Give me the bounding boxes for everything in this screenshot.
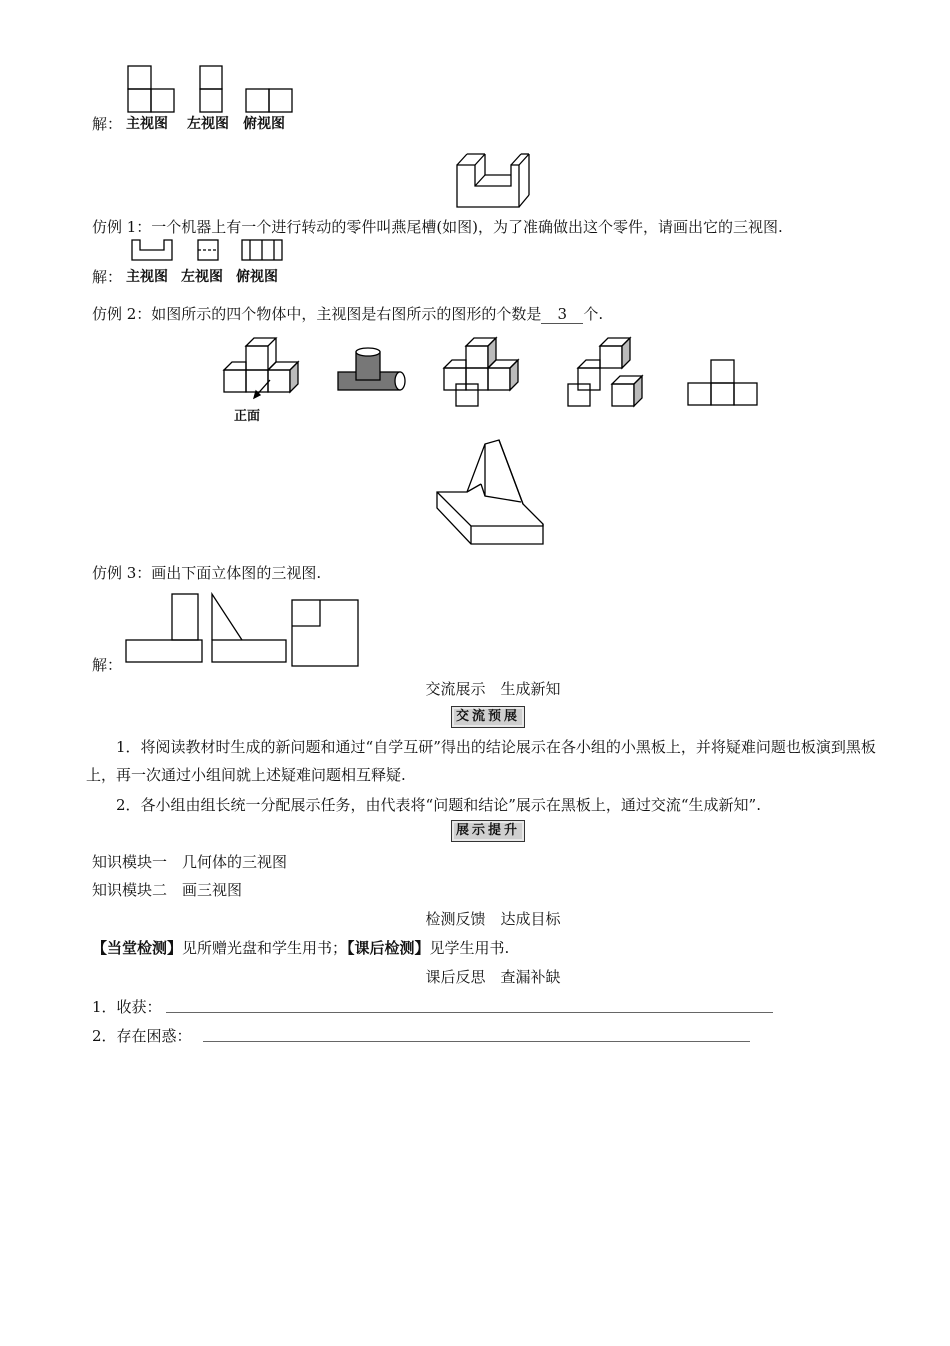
example2-text-after: 个. — [583, 305, 604, 323]
in-class-detection-text: 见所赠光盘和学生用书； — [182, 939, 348, 957]
dovetail-part-figure — [455, 150, 530, 210]
badge-show-improve: 展示提升 — [451, 820, 525, 842]
confusion-label: 2．存在困惑： — [92, 1027, 192, 1045]
left-view-label: 左视图 — [187, 116, 229, 132]
gain-label: 1．收获： — [92, 998, 162, 1016]
top-view-label: 俯视图 — [243, 116, 285, 132]
gain-answer-line[interactable] — [166, 1012, 773, 1013]
item2-paragraph: 2．各小组由组长统一分配展示任务，由代表将“问题和结论”展示在黑板上，通过交流“生成新知”. — [116, 796, 761, 814]
example2-text-before: 仿例 2：如图所示的四个物体中，主视图是右图所示的图形的个数是 — [92, 305, 542, 323]
badge-exchange-preview: 交流预展 — [451, 706, 525, 728]
section-title-reflection: 课后反思 查漏补缺 — [425, 968, 561, 986]
example2-question — [92, 303, 603, 324]
example3-solid-figure — [435, 438, 550, 550]
after-class-detection-text: 见学生用书. — [429, 939, 510, 957]
front-direction-label: 正面 — [234, 409, 261, 424]
example1-text: 仿例 1：一个机器上有一个进行转动的零件叫燕尾槽(如图)，为了准确做出这个零件，请画出它的三视图. — [92, 218, 783, 236]
example1-front-label: 主视图 — [126, 269, 168, 285]
example2-answer: 3 — [541, 305, 583, 324]
answer-prefix: 解： — [92, 115, 123, 133]
section-title-feedback: 检测反馈 达成目标 — [425, 910, 561, 928]
in-class-detection-label: 【当堂检测】 — [92, 939, 183, 957]
front-view-label: 主视图 — [126, 116, 168, 132]
example2-objects-figure — [220, 338, 765, 424]
detection-line — [92, 937, 509, 958]
module-two: 知识模块二 画三视图 — [92, 881, 243, 899]
example1-top-label: 俯视图 — [236, 269, 278, 285]
example3-answer-prefix: 解： — [92, 656, 123, 674]
section-title-exchange: 交流展示 生成新知 — [425, 680, 561, 698]
item1-paragraph: 1．将阅读教材时生成的新问题和通过“自学互研”得出的结论展示在各小组的小黑板上，并将疑难问题也板演到黑板上，再一次通过小组间就上述疑难问题相互释疑. — [86, 738, 876, 784]
three-view-figure-top — [125, 64, 295, 114]
example1-answer-prefix: 解： — [92, 268, 123, 286]
example1-left-label: 左视图 — [181, 269, 223, 285]
example3-text: 仿例 3：画出下面立体图的三视图. — [92, 564, 322, 582]
module-one: 知识模块一 几何体的三视图 — [92, 853, 288, 871]
confusion-answer-line[interactable] — [203, 1041, 750, 1042]
after-class-detection-label: 【课后检测】 — [347, 939, 430, 957]
example1-views — [128, 238, 288, 264]
example3-views — [124, 592, 364, 670]
